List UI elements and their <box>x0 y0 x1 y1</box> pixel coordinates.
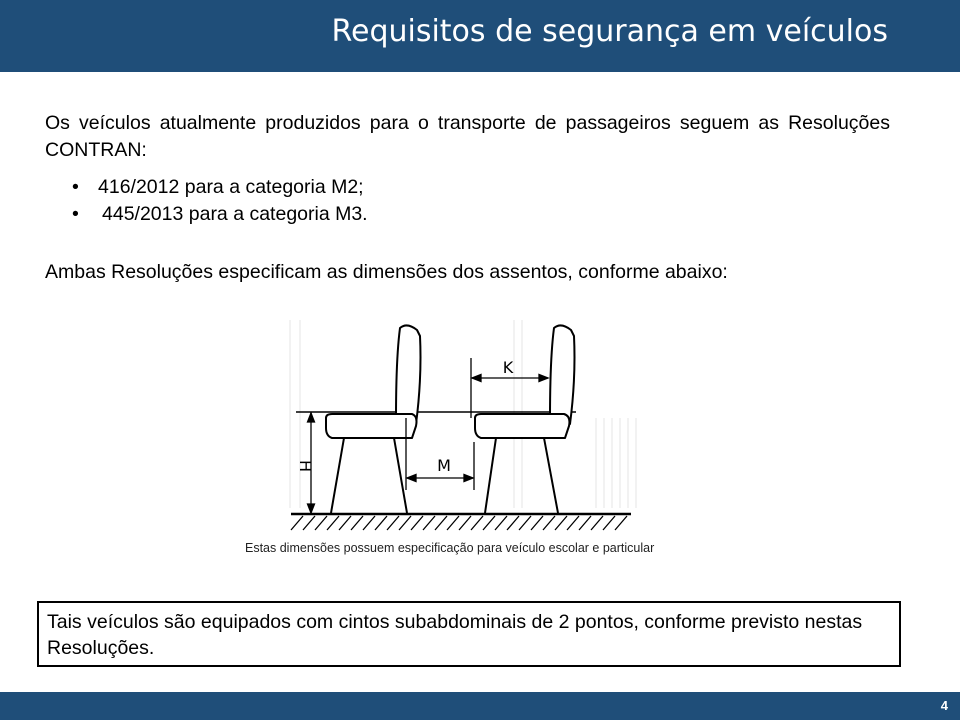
seatbelt-note-text: Tais veículos são equipados com cintos subabdominais de 2 pontos, conforme previsto nestas Resoluções. <box>47 611 863 659</box>
page-number: 4 <box>940 698 948 713</box>
title-bar <box>0 0 960 72</box>
list-item-text: 445/2013 para a categoria M3. <box>102 203 368 225</box>
footer-bar <box>0 692 960 720</box>
list-item <box>72 201 368 228</box>
slide-title: Requisitos de segurança em veículos <box>331 14 888 49</box>
bullet-marker: • <box>72 203 79 225</box>
floor <box>291 514 631 530</box>
dimension-label-k: K <box>502 358 514 377</box>
list-item <box>72 174 368 201</box>
dimension-label-h: H <box>296 459 315 473</box>
figure-caption: Estas dimensões possuem especificação para veículo escolar e particular <box>245 541 655 555</box>
dimension-label-m: M <box>437 456 451 475</box>
intro-paragraph: Os veículos atualmente produzidos para o transporte de passageiros seguem as Resoluções CONTRAN: <box>45 112 890 161</box>
m-dimension <box>406 418 474 490</box>
list-item-text: 416/2012 para a categoria M2; <box>98 176 364 198</box>
seatbelt-note-box <box>37 601 901 667</box>
resolution-list <box>72 174 368 228</box>
bullet-marker: • <box>72 176 79 198</box>
seat-dimensions-diagram <box>286 318 646 540</box>
right-seat <box>475 325 575 513</box>
resolutions-paragraph: Ambas Resoluções especificam as dimensões dos assentos, conforme abaixo: <box>45 261 728 283</box>
